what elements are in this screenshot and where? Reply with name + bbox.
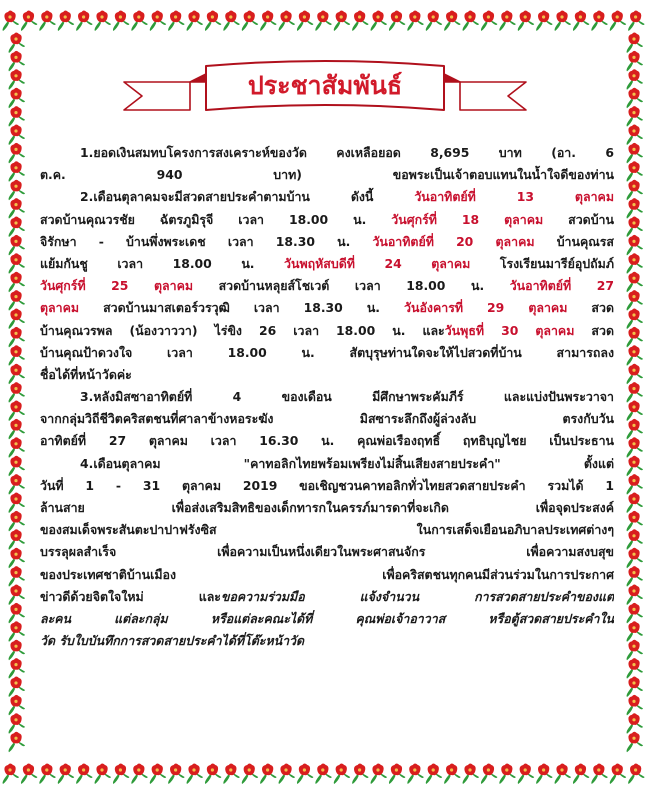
flower-border-bottom (0, 757, 650, 785)
text-segment: สวดบ้านคุณวรชัย ฉัตรภูมิรุจี เวลา 18.00 น. (40, 211, 392, 227)
flower-icon (518, 764, 534, 785)
flower-icon (9, 621, 25, 642)
flower-icon (610, 764, 626, 785)
flower-icon (9, 548, 25, 569)
flower-icon (627, 345, 643, 366)
flower-icon (242, 11, 258, 32)
text-segment: สวดบ้าน (543, 211, 614, 227)
flower-icon (9, 309, 25, 330)
flower-icon (279, 11, 295, 32)
ribbon-left-tail (124, 82, 190, 110)
flower-icon (627, 69, 643, 90)
flower-icon (131, 764, 147, 785)
flower-icon (9, 272, 25, 293)
flower-icon (150, 764, 166, 785)
announcement-body (40, 142, 614, 652)
text-segment: 4.เดือนตุลาคม "คาทอลิกไทยพร้อมเพรียงไม่สิ้นเสียงสายประคำ" ตั้งแต่ (80, 455, 614, 471)
flower-icon (168, 764, 184, 785)
flower-icon (627, 106, 643, 127)
text-segment: แย้มกันชู เวลา 18.00 น. (40, 255, 285, 271)
announcement-item (40, 142, 614, 186)
highlight-date: ตุลาคม (40, 300, 80, 316)
flower-icon (76, 764, 92, 785)
flower-icon (481, 764, 497, 785)
text-line (40, 453, 614, 475)
text-line (40, 408, 614, 430)
announcement-item (40, 186, 614, 386)
text-line (40, 608, 614, 630)
flower-icon (555, 11, 571, 32)
flower-icon (627, 732, 643, 753)
flower-icon (627, 419, 643, 440)
flower-icon (9, 658, 25, 679)
text-segment: ขอความร่วมมือ แจ้งจำนวน การสวดสายประคำของแต่ (220, 588, 614, 604)
flower-icon (591, 764, 607, 785)
flower-icon (315, 11, 331, 32)
text-line (40, 430, 614, 452)
text-segment: ข่าวดีด้วยจิตใจใหม่ และ (40, 588, 221, 604)
flower-icon (627, 695, 643, 716)
flower-icon (555, 764, 571, 785)
flower-icon (627, 621, 643, 642)
flower-icon (223, 11, 239, 32)
flower-icon (627, 33, 643, 54)
highlight-date: วันพฤหัสบดีที่ 24 ตุลาคม (284, 255, 471, 271)
flower-icon (9, 713, 25, 734)
flower-icon (627, 548, 643, 569)
flower-icon (627, 474, 643, 495)
text-line (40, 564, 614, 586)
highlight-date: วันอาทิตย์ที่ 27 (509, 278, 614, 294)
flower-icon (573, 764, 589, 785)
text-line (40, 342, 614, 364)
flower-icon (499, 11, 515, 32)
flower-icon (518, 11, 534, 32)
flower-icon (389, 11, 405, 32)
text-line (40, 586, 614, 608)
highlight-date: วันศุกร์ที่ 18 ตุลาคม (391, 211, 544, 227)
text-line (40, 297, 614, 319)
flower-icon (627, 456, 643, 477)
flower-icon (627, 640, 643, 661)
flower-icon (627, 529, 643, 550)
flower-icon (352, 764, 368, 785)
flower-icon (187, 764, 203, 785)
flower-icon (627, 309, 643, 330)
flower-icon (9, 69, 25, 90)
flower-icon (9, 290, 25, 311)
text-segment: ของประเทศชาติบ้านเมือง เพื่อคริสตชนทุกคนมีส่วนร่วมในการประกาศ (40, 566, 614, 582)
text-segment: บรรลุผลสำเร็จ เพื่อความเป็นหนึ่งเดียวในพระศาสนจักร เพื่อความสงบสุข (40, 544, 614, 560)
text-line (40, 519, 614, 541)
text-segment: โรงเรียนมารีย์อุปถัมภ์ (470, 255, 614, 271)
flower-icon (131, 11, 147, 32)
flower-icon (9, 217, 25, 238)
flower-icon (627, 437, 643, 458)
flower-icon (627, 253, 643, 273)
text-segment: บ้านคุณรส (534, 233, 614, 249)
flower-icon (628, 764, 644, 785)
flower-icon (627, 125, 643, 146)
flower-icon (9, 511, 25, 532)
flower-icon (371, 11, 387, 32)
flower-icon (297, 11, 313, 32)
flower-icon (9, 456, 25, 477)
flower-icon (95, 764, 111, 785)
text-segment: ของสมเด็จพระสันตะปาปาฟรังซิส ในการเสด็จเยือนอภิบาลประเทศต่างๆ (40, 522, 614, 538)
flower-icon (627, 566, 643, 587)
text-line (40, 164, 614, 186)
flower-icon (627, 235, 643, 256)
flower-icon (334, 11, 350, 32)
flower-icon (113, 11, 129, 32)
flower-icon (627, 382, 643, 403)
flower-icon (536, 764, 552, 785)
text-segment: 2.เดือนตุลาคมจะมีสวดสายประคำตามบ้าน ดังนี้ (80, 189, 415, 205)
flower-icon (371, 764, 387, 785)
text-line (40, 386, 614, 408)
flower-icon (187, 11, 203, 32)
announcement-item (40, 386, 614, 453)
flower-icon (463, 11, 479, 32)
text-line (40, 142, 614, 164)
flower-icon (9, 382, 25, 403)
flower-icon (610, 11, 626, 32)
flower-icon (3, 764, 19, 785)
flower-icon (627, 217, 643, 238)
banner-title: ประชาสัมพันธ์ (247, 71, 403, 100)
highlight-date: วันพุธที่ 30 ตุลาคม (444, 322, 575, 338)
flower-icon (9, 364, 25, 385)
text-segment: 3.หลังมิสซาอาทิตย์ที่ 4 ของเดือน มีศึกษาพระคัมภีร์ และแบ่งปันพระวาจา (80, 389, 614, 405)
flower-icon (407, 11, 423, 32)
text-line (40, 231, 614, 253)
text-line (40, 186, 614, 208)
text-line (40, 630, 614, 652)
text-segment: สวดบ้านมาสเตอร์วรวุฒิ เวลา 18.30 น. (79, 300, 405, 316)
flower-icon (463, 764, 479, 785)
flower-icon (9, 327, 25, 348)
text-segment: อาทิตย์ที่ 27 ตุลาคม เวลา 16.30 น. คุณพ่อเรืองฤทธิ์ ฤทธิบุญไชย เป็นประธาน (40, 433, 614, 449)
flower-icon (21, 11, 37, 32)
flower-icon (9, 493, 25, 514)
text-segment: จากกลุ่มวิถีชีวิตคริสตชนที่ศาลาข้างหอระฆัง มิสซาระลึกถึงผู้ล่วงลับ ตรงกับวัน (40, 411, 614, 427)
flower-icon (426, 764, 442, 785)
flower-icon (536, 11, 552, 32)
flower-icon (628, 11, 644, 32)
flower-icon (9, 33, 25, 54)
text-segment: สวด (567, 300, 614, 316)
flower-icon (95, 11, 111, 32)
flower-icon (9, 235, 25, 256)
flower-icon (627, 511, 643, 532)
text-segment: ล้านสาย เพื่อส่งเสริมสิทธิของเด็กทารกในครรภ์มารดาที่จะเกิด เพื่อจุดประสงค์ (40, 500, 614, 515)
flower-icon (627, 327, 643, 348)
flower-icon (39, 11, 55, 32)
text-line (40, 275, 614, 297)
flower-icon (627, 161, 643, 182)
flower-icon (242, 764, 258, 785)
text-segment: จิรักษา - บ้านพึ่งพระเดช เวลา 18.30 น. (40, 233, 373, 249)
flower-icon (627, 198, 643, 219)
flower-icon (9, 419, 25, 440)
flower-icon (591, 11, 607, 32)
flower-icon (389, 764, 405, 785)
flower-icon (627, 658, 643, 679)
highlight-date: วันอาทิตย์ที่ 20 ตุลาคม (372, 233, 535, 249)
flower-icon (39, 764, 55, 785)
flower-icon (21, 764, 37, 785)
flower-icon (627, 290, 643, 311)
highlight-date: วันอังคารที่ 29 ตุลาคม (404, 300, 568, 316)
flower-icon (150, 11, 166, 32)
text-line (40, 497, 614, 519)
highlight-date: วันศุกร์ที่ 25 ตุลาคม (40, 278, 194, 294)
flower-icon (260, 764, 276, 785)
flower-icon (627, 364, 643, 385)
flower-icon (499, 764, 515, 785)
flower-icon (9, 677, 25, 698)
text-segment: วันที่ 1 - 31 ตุลาคม 2019 ขอเชิญชวนคาทอลิกทั่วไทยสวดสายประคำ รวมได้ 1 (40, 477, 614, 493)
flower-icon (76, 11, 92, 32)
flower-icon (9, 198, 25, 219)
flower-icon (444, 764, 460, 785)
flower-icon (426, 11, 442, 32)
flower-icon (627, 677, 643, 698)
flower-icon (205, 764, 221, 785)
flower-icon (9, 125, 25, 146)
flower-icon (315, 764, 331, 785)
flower-icon (205, 11, 221, 32)
flower-icon (297, 764, 313, 785)
flower-icon (444, 11, 460, 32)
flower-icon (9, 51, 25, 72)
flower-icon (9, 253, 25, 273)
flower-icon (9, 345, 25, 366)
flower-icon (9, 529, 25, 550)
flower-icon (9, 143, 25, 164)
flower-icon (9, 566, 25, 587)
flower-icon (9, 161, 25, 182)
flower-icon (627, 603, 643, 624)
text-segment: ชื่อได้ที่หน้าวัดค่ะ (40, 366, 132, 382)
flower-border-right (620, 30, 648, 758)
text-line (40, 209, 614, 231)
flower-icon (9, 437, 25, 458)
text-segment: บ้านคุณวรพล (น้องวาววา) ไร่ขิง 26 เวลา 18.00 น. และ (40, 322, 445, 338)
flower-icon (407, 764, 423, 785)
flower-icon (9, 88, 25, 109)
flower-icon (627, 272, 643, 293)
ribbon-right-tail (460, 82, 526, 110)
flower-icon (627, 88, 643, 109)
flower-icon (9, 640, 25, 661)
flower-icon (9, 474, 25, 495)
flower-icon (627, 585, 643, 606)
flower-icon (627, 713, 643, 734)
flower-icon (279, 764, 295, 785)
flower-icon (9, 106, 25, 127)
flower-icon (9, 732, 25, 753)
flower-icon (3, 11, 19, 32)
flower-icon (9, 695, 25, 716)
flower-border-left (2, 30, 30, 758)
flower-icon (9, 585, 25, 606)
flower-icon (9, 180, 25, 201)
text-segment: สวดบ้านหลุยส์โชเวต์ เวลา 18.00 น. (193, 278, 510, 294)
flower-icon (352, 11, 368, 32)
text-line (40, 475, 614, 497)
flower-icon (9, 401, 25, 422)
flower-icon (627, 493, 643, 514)
flower-icon (573, 11, 589, 32)
text-segment: 1.ยอดเงินสมทบโครงการสงเคราะห์ของวัด คงเหลือยอด 8,695 บาท (อา. 6 (80, 145, 614, 160)
flower-icon (58, 764, 74, 785)
flower-icon (627, 143, 643, 164)
flower-border-top (0, 4, 650, 32)
flower-icon (113, 764, 129, 785)
flower-icon (627, 180, 643, 201)
text-line (40, 320, 614, 342)
text-segment: สวด (574, 322, 614, 338)
flower-icon (260, 11, 276, 32)
flower-icon (481, 11, 497, 32)
flower-icon (627, 51, 643, 72)
flower-icon (627, 401, 643, 422)
text-line (40, 541, 614, 563)
flower-icon (168, 11, 184, 32)
flower-icon (9, 603, 25, 624)
text-segment: ละคน แต่ละกลุ่ม หรือแต่ละคณะได้ที่ คุณพ่อเจ้าอาวาส หรือตู้สวดสายประคำใน (40, 610, 614, 626)
text-segment: ต.ค. 940 บาท) ขอพระเป็นเจ้าตอบแทนในน้ำใจดีของท่าน (40, 167, 614, 183)
flower-icon (334, 764, 350, 785)
flower-icon (223, 764, 239, 785)
text-line (40, 253, 614, 275)
text-segment: วัด รับใบบันทึกการสวดสายประคำได้ที่โต๊ะหน้าวัด (40, 633, 305, 649)
text-segment: บ้านคุณป้าดวงใจ เวลา 18.00 น. สัตบุรุษท่านใดจะให้ไปสวดที่บ้าน สามารถลง (40, 344, 614, 360)
announcement-item (40, 453, 614, 653)
highlight-date: วันอาทิตย์ที่ 13 ตุลาคม (414, 189, 614, 205)
text-line (40, 364, 614, 386)
flower-icon (58, 11, 74, 32)
